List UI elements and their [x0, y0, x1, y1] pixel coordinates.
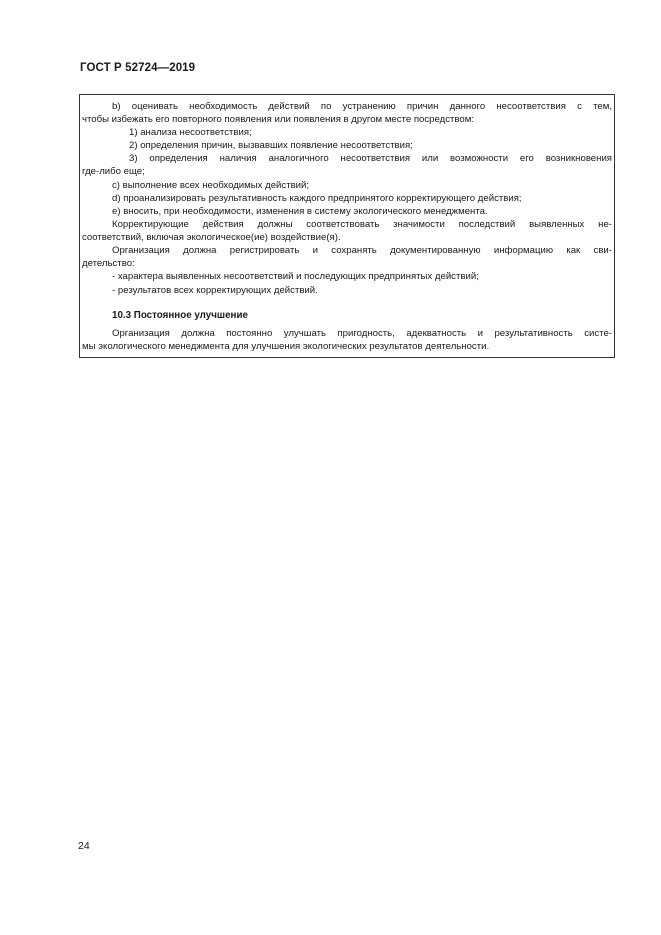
text-line: b) оценивать необходимость действий по устранению причин данного несоответствия с тем,	[112, 101, 612, 112]
text-line: чтобы избежать его повторного появления или появления в другом месте посредством:	[82, 114, 474, 125]
text-line: Корректирующие действия должны соответствовать значимости последствий выявленных не-	[112, 219, 612, 230]
text-line: детельство:	[82, 258, 135, 269]
list-item: d) проанализировать результативность каждого предпринятого корректирующего действия;	[112, 193, 522, 204]
text-line: Организация должна регистрировать и сохранять документированную информацию как сви-	[112, 245, 612, 256]
list-item: c) выполнение всех необходимых действий;	[112, 180, 310, 191]
text-line: Организация должна постоянно улучшать пригодность, адекватность и результативность систе-	[112, 328, 612, 339]
list-item: - характера выявленных несоответствий и последующих предпринятых действий;	[112, 271, 479, 282]
text-line: соответствий, включая экологическое(ие) воздействие(я).	[82, 232, 341, 243]
list-item: 3) определения наличия аналогичного несоответствия или возможности его возникновения	[129, 153, 612, 164]
section-heading: 10.3 Постоянное улучшение	[112, 310, 248, 321]
text-line: где-либо еще;	[82, 166, 145, 177]
text-line: мы экологического менеджмента для улучшения экологических результатов деятельности.	[82, 341, 490, 352]
list-item: e) вносить, при необходимости, изменения в систему экологического менеджмента.	[112, 206, 488, 217]
list-item: 2) определения причин, вызвавших появление несоответствия;	[129, 140, 413, 151]
page-number: 24	[78, 840, 90, 852]
list-item: - результатов всех корректирующих действий.	[112, 285, 318, 296]
document-code: ГОСТ Р 52724—2019	[80, 62, 196, 74]
list-item: 1) анализа несоответствия;	[129, 127, 252, 138]
